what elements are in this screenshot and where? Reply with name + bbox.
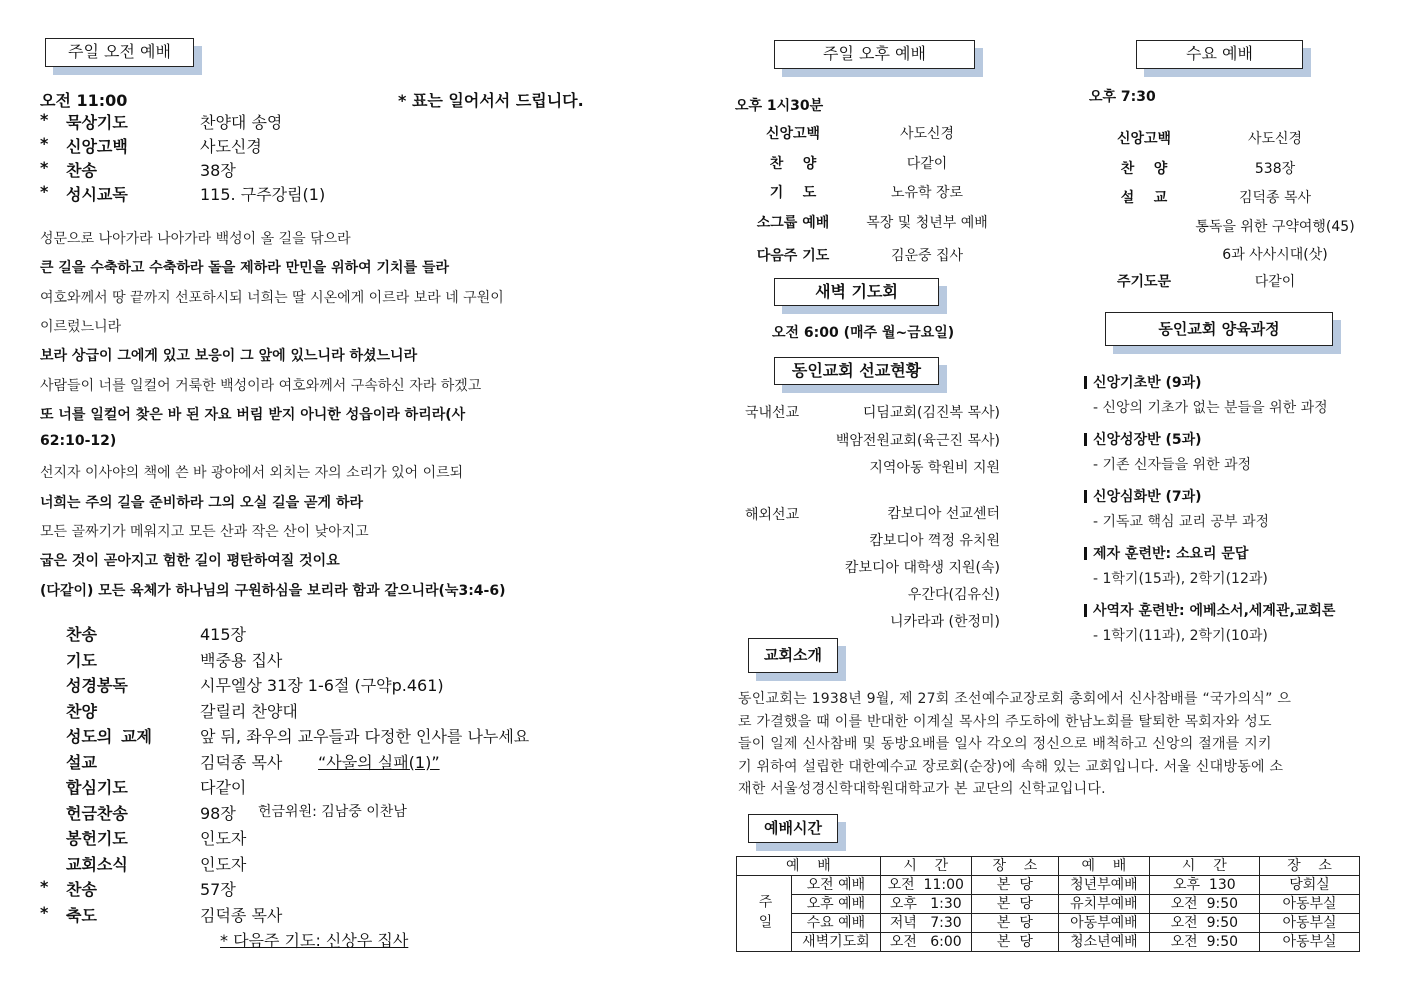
- afternoon-label: 신앙고백: [765, 126, 821, 142]
- schedule-cell: 오전 예배: [792, 876, 881, 895]
- domestic-mission-item: 디딤교회(김진복 목사): [862, 405, 1000, 421]
- order-star: *: [40, 110, 49, 129]
- overseas-label: 해외선교: [745, 507, 800, 523]
- schedule-cell: 청소년예배: [1059, 933, 1150, 952]
- reading-line: 너희는 주의 길을 준비하라 그의 오실 길을 곧게 하라: [40, 494, 363, 511]
- reading-line: 선지자 이사야의 책에 쓴 바 광야에서 외치는 자의 소리가 있어 이르되: [40, 465, 464, 482]
- reading-line: 이르렀느니라: [40, 318, 122, 335]
- schedule-cell: 아동부실: [1260, 895, 1360, 914]
- course-bullet-icon: [1084, 547, 1087, 560]
- dawn-time: 오전 6:00 (매주 월~금요일): [772, 325, 955, 341]
- afternoon-time: 오후 1시30분: [735, 98, 824, 114]
- course-bullet-icon: [1084, 433, 1087, 446]
- order-label: 합심기도: [66, 778, 128, 797]
- order-star: *: [40, 182, 49, 201]
- reading-line: 굽은 것이 곧아지고 험한 길이 평탄하여질 것이요: [40, 553, 340, 570]
- reading-line: 큰 길을 수축하고 수축하라 돌을 제하라 만민을 위하여 기치를 들라: [40, 260, 450, 277]
- schedule-cell: 유치부예배: [1059, 895, 1150, 914]
- overseas-mission-item: 캄보디아 대학생 지원(속): [844, 560, 1000, 576]
- order-label: 신앙고백: [66, 137, 128, 156]
- order-value: 찬양대 송영: [200, 113, 283, 132]
- afternoon-label: 소그룹 예배: [756, 215, 830, 231]
- overseas-mission-item: 캄보디아 선교센터: [887, 506, 1000, 522]
- schedule-row: [737, 933, 1360, 952]
- afternoon-value: 노유학 장로: [890, 185, 964, 201]
- afternoon-value: 사도신경: [899, 126, 955, 142]
- schedule-cell: 아동부예배: [1059, 914, 1150, 933]
- order-value: 김덕종 목사: [200, 752, 283, 772]
- schedule-cell: 당회실: [1260, 876, 1360, 895]
- order-label: 성경봉독: [66, 676, 128, 695]
- intro-line: 기 위하여 설립한 대한예수교 장로회(순장)에 속해 있는 교회입니다. 서울 신대방동에 소: [738, 758, 1284, 775]
- intro-title: 교회소개: [764, 646, 822, 664]
- order-label: 찬송: [66, 625, 97, 644]
- intro-line: 재한 서울성경신학대학원대학교가 본 교단의 신학교입니다.: [738, 781, 1106, 797]
- wednesday-sermon-line: 6과 사사시대(삿): [1222, 247, 1328, 263]
- course-bullet-icon: [1084, 376, 1087, 389]
- morning-title: 주일 오전 예배: [68, 42, 171, 61]
- order-label: 설교: [66, 752, 97, 772]
- wednesday-label: 찬 양: [1120, 161, 1168, 177]
- order-label: 봉헌기도: [66, 829, 128, 848]
- intro-line: 들이 일제 신사참배 및 동방요배를 일사 각오의 정신으로 배척하고 신앙의 절개를 지키: [738, 736, 1272, 752]
- afternoon-value: 목장 및 청년부 예배: [866, 215, 988, 231]
- reading-line: 62:10-12): [40, 433, 117, 450]
- course-bullet-icon: [1084, 604, 1087, 617]
- mission-title: 동인교회 선교현황: [791, 361, 922, 380]
- schedule-cell: 수요 예배: [792, 914, 881, 933]
- dawn-title: 새벽 기도회: [815, 282, 898, 301]
- course-name: 신앙심화반 (7과): [1093, 489, 1202, 505]
- mission-title-box: [774, 357, 939, 385]
- schedule-title-box: [748, 814, 838, 843]
- order-value: 갈릴리 찬양대: [200, 701, 298, 721]
- order-value: 김덕종 목사: [200, 905, 283, 925]
- order-value: 사도신경: [200, 137, 262, 156]
- afternoon-label: 찬 양: [769, 156, 817, 172]
- order-value: 415장: [200, 625, 246, 644]
- schedule-header-cell: 예 배: [1059, 857, 1150, 876]
- order-label: 기도: [66, 650, 97, 670]
- schedule-row: [737, 914, 1360, 933]
- intro-line: 로 가결했을 때 이를 반대한 이계실 목사의 주도하에 한남노회를 탈퇴한 목회자와 성도: [738, 713, 1272, 730]
- schedule-header-cell: 예 배: [737, 857, 881, 876]
- course-name: 신앙기초반 (9과): [1093, 375, 1202, 391]
- order-label: 찬송: [66, 161, 97, 180]
- order-label: 성도의 교제: [66, 727, 152, 746]
- offering-committee: 헌금위원: 김남중 이찬남: [258, 803, 407, 820]
- order-value: 인도자: [200, 854, 247, 874]
- schedule-cell: 저녁 7:30: [880, 914, 971, 933]
- schedule-cell: 본 당: [971, 914, 1058, 933]
- course-desc: - 1학기(15과), 2학기(12과): [1093, 571, 1268, 587]
- schedule-header-cell: 시 간: [880, 857, 971, 876]
- order-star: *: [40, 877, 49, 896]
- reading-line: 보라 상급이 그에게 있고 보응이 그 앞에 있느니라 하셨느니라: [40, 348, 418, 365]
- course-name: 제자 훈련반: 소요리 문답: [1093, 546, 1249, 562]
- schedule-cell: 오전 11:00: [880, 876, 971, 895]
- afternoon-title: 주일 오후 예배: [823, 44, 926, 63]
- afternoon-value: 다같이: [906, 156, 948, 172]
- afternoon-label: 다음주 기도: [756, 248, 830, 264]
- reading-line: (다같이) 모든 육체가 하나님의 구원하심을 보리라 함과 같으니라(눅3:4-6): [40, 582, 506, 599]
- schedule-cell: 새벽기도회: [792, 933, 881, 952]
- morning-title-box: [45, 38, 194, 67]
- schedule-cell: 오후 1:30: [880, 895, 971, 914]
- schedule-cell: 본 당: [971, 895, 1058, 914]
- order-label: 교회소식: [66, 854, 128, 874]
- order-value: 38장: [200, 161, 236, 180]
- dawn-title-box: [774, 278, 939, 306]
- schedule-cell: 오전 9:50: [1149, 895, 1259, 914]
- course-name: 사역자 훈련반: 에베소서,세계관,교회론: [1093, 603, 1336, 619]
- order-label: 묵상기도: [66, 113, 128, 132]
- course-desc: - 기독교 핵심 교리 공부 과정: [1093, 514, 1270, 530]
- wednesday-value: 538장: [1254, 161, 1296, 177]
- wednesday-value: 사도신경: [1247, 131, 1303, 147]
- order-value: 시무엘상 31장 1-6절 (구약p.461): [200, 676, 444, 695]
- schedule-row: [737, 895, 1360, 914]
- schedule-header-cell: 장 소: [1260, 857, 1360, 876]
- intro-line: 동인교회는 1938년 9월, 제 27회 조선예수교장로회 총회에서 신사참배를 “국가의식” 으: [738, 691, 1292, 707]
- domestic-mission-item: 백암전원교회(육근진 목사): [835, 432, 1000, 449]
- afternoon-title-box: [774, 40, 975, 69]
- order-star: *: [40, 134, 49, 153]
- order-label: 찬양: [66, 701, 97, 721]
- sermon-title: “사울의 실패(1)”: [318, 752, 440, 772]
- wednesday-value: 다같이: [1254, 274, 1296, 290]
- wednesday-time: 오후 7:30: [1089, 89, 1156, 105]
- reading-line: 성문으로 나아가라 나아가라 백성이 올 길을 닦으라: [40, 231, 351, 247]
- afternoon-label: 기 도: [769, 185, 817, 201]
- course-desc: - 1학기(11과), 2학기(10과): [1093, 628, 1268, 644]
- schedule-cell: 오전 6:00: [880, 933, 971, 952]
- order-value: 98장: [200, 803, 236, 823]
- overseas-mission-item: 우간다(김유신): [907, 587, 1000, 603]
- schedule-header-cell: 장 소: [971, 857, 1058, 876]
- domestic-mission-item: 지역아동 학원비 지원: [869, 460, 1000, 476]
- schedule-title: 예배시간: [764, 819, 822, 837]
- order-label: 축도: [66, 905, 97, 925]
- schedule-cell: 청년부예배: [1059, 876, 1150, 895]
- morning-time: 오전 11:00: [40, 91, 128, 110]
- wednesday-label: 주기도문: [1116, 274, 1172, 290]
- schedule-cell: 아동부실: [1260, 933, 1360, 952]
- schedule-cell: 오후 예배: [792, 895, 881, 914]
- training-title-box: [1105, 312, 1333, 346]
- reading-line: 또 너를 일컬어 찾은 바 된 자요 버림 받지 아니한 성읍이라 하리라(사: [40, 406, 466, 423]
- wednesday-value: 김덕종 목사: [1238, 190, 1312, 206]
- schedule-side-label: 주일: [737, 876, 792, 952]
- afternoon-value: 김운중 집사: [890, 248, 964, 264]
- stand-note: * 표는 일어서서 드립니다.: [398, 91, 584, 110]
- order-value: 57장: [200, 880, 236, 899]
- domestic-label: 국내선교: [745, 405, 800, 421]
- order-value: 앞 뒤, 좌우의 교우들과 다정한 인사를 나누세요: [200, 727, 530, 746]
- course-desc: - 기존 신자들을 위한 과정: [1093, 457, 1252, 473]
- overseas-mission-item: 니카라과 (한정미): [889, 614, 1000, 630]
- reading-line: 여호와께서 땅 끝까지 선포하시되 너희는 딸 시온에게 이르라 보라 네 구원이: [40, 289, 504, 306]
- schedule-cell: 오전 9:50: [1149, 933, 1259, 952]
- wednesday-title-box: [1136, 40, 1303, 69]
- wednesday-label: 신앙고백: [1116, 131, 1172, 147]
- reading-line: 사람들이 너를 일컬어 거룩한 백성이라 여호와께서 구속하신 자라 하겠고: [40, 377, 482, 394]
- schedule-header-row: [737, 857, 1360, 876]
- order-value: 인도자: [200, 829, 247, 848]
- schedule-table: [736, 856, 1360, 952]
- wednesday-sermon-line: 통독을 위한 구약여행(45): [1195, 219, 1355, 235]
- course-bullet-icon: [1084, 490, 1087, 503]
- order-value: 백중용 집사: [200, 650, 283, 670]
- schedule-header-cell: 시 간: [1149, 857, 1259, 876]
- schedule-cell: 본 당: [971, 933, 1058, 952]
- order-value: 115. 구주강림(1): [200, 185, 326, 204]
- next-prayer: * 다음주 기도: 신상우 집사: [220, 931, 409, 950]
- wednesday-title: 수요 예배: [1186, 44, 1253, 63]
- order-label: 찬송: [66, 880, 97, 899]
- wednesday-label: 설 교: [1120, 190, 1168, 206]
- order-label: 성시교독: [66, 185, 128, 204]
- schedule-cell: 아동부실: [1260, 914, 1360, 933]
- course-name: 신앙성장반 (5과): [1093, 432, 1202, 448]
- order-star: *: [40, 902, 49, 922]
- order-star: *: [40, 158, 49, 177]
- order-value: 다같이: [200, 778, 247, 797]
- schedule-cell: 오후 130: [1149, 876, 1259, 895]
- training-title: 동인교회 양육과정: [1158, 320, 1280, 338]
- overseas-mission-item: 캄보디아 껵정 유치원: [869, 533, 1000, 549]
- intro-title-box: [748, 638, 838, 673]
- course-desc: - 신앙의 기초가 없는 분들을 위한 과정: [1093, 400, 1328, 416]
- schedule-cell: 본 당: [971, 876, 1058, 895]
- schedule-row: [737, 876, 1360, 895]
- schedule-cell: 오전 9:50: [1149, 914, 1259, 933]
- reading-line: 모든 골짜기가 메워지고 모든 산과 작은 산이 낮아지고: [40, 524, 369, 540]
- order-label: 헌금찬송: [66, 803, 128, 823]
